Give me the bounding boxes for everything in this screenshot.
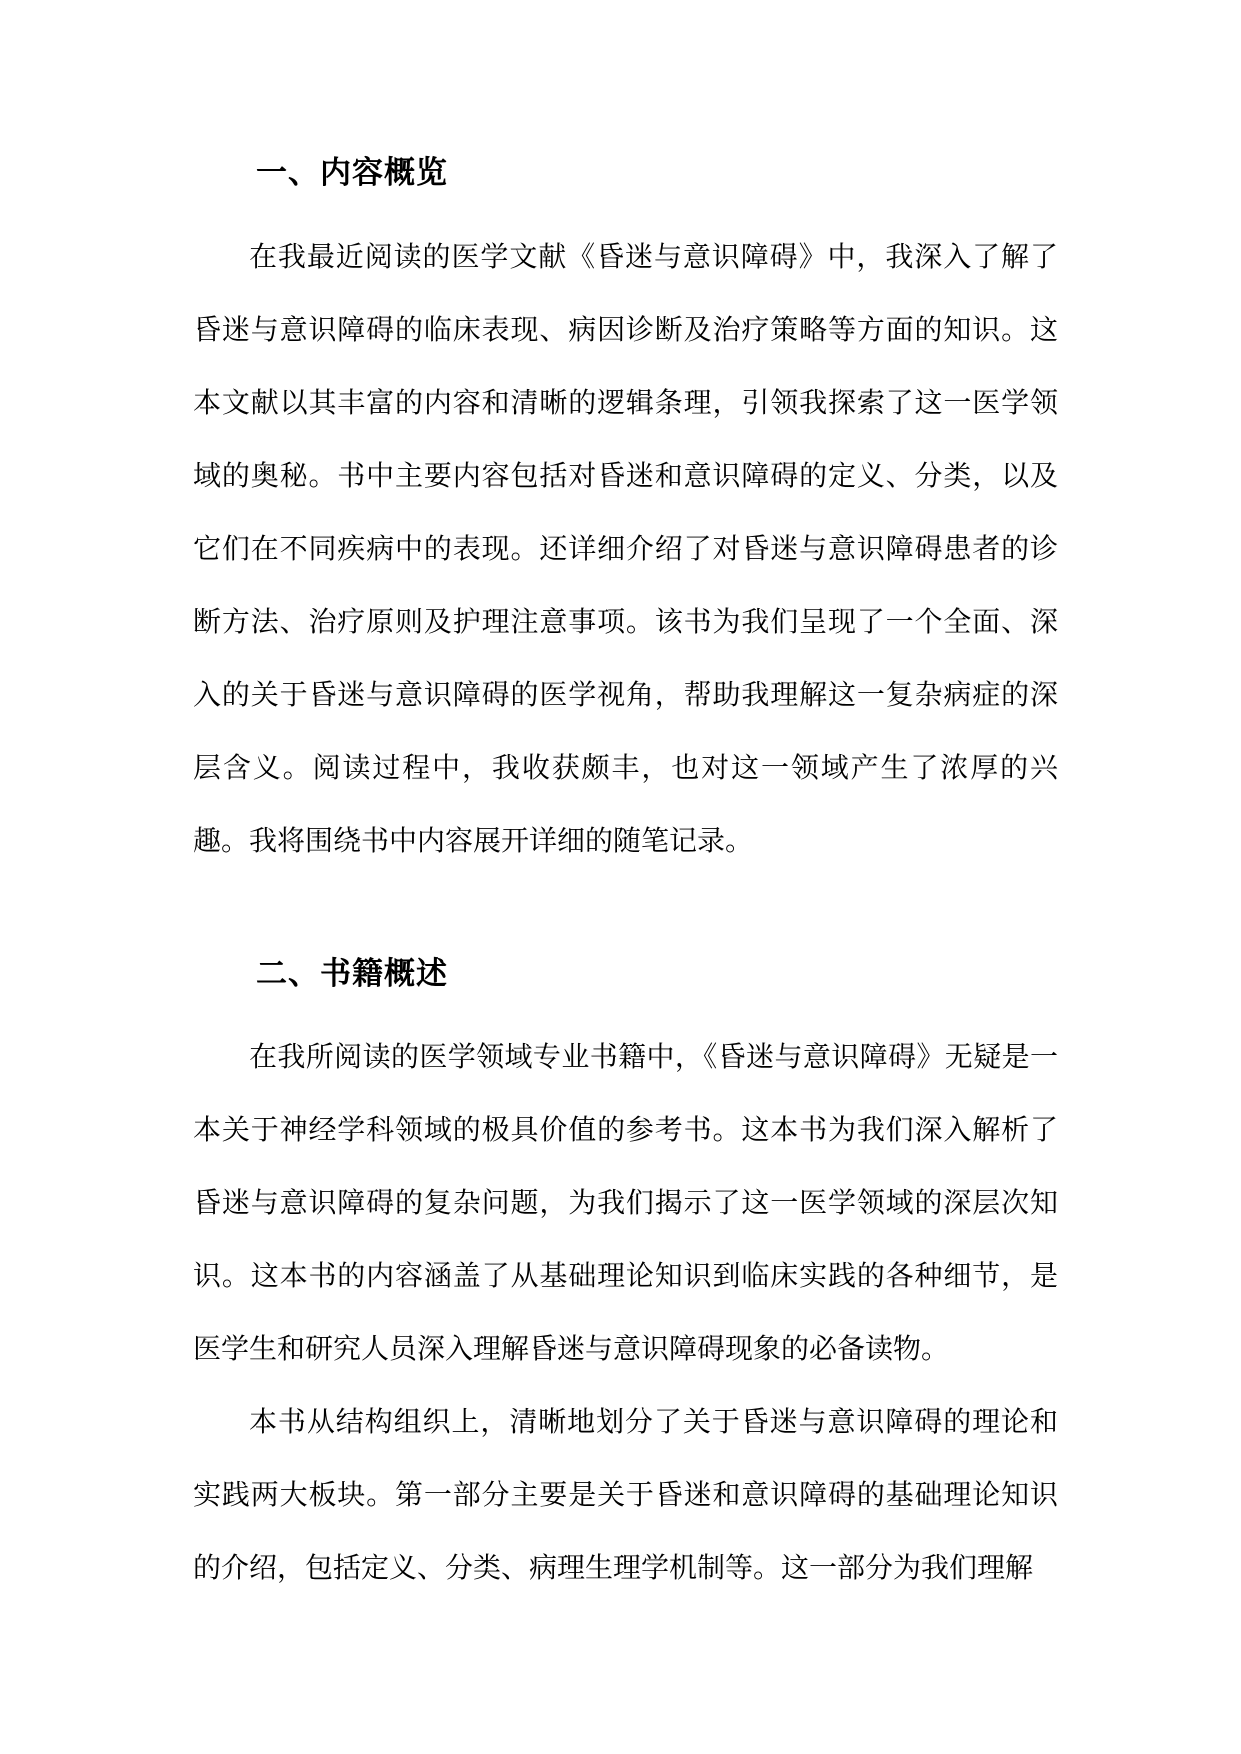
paragraph-content-overview: 在我最近阅读的医学文献《昏迷与意识障碍》中，我深入了解了昏迷与意识障碍的临床表现、病因诊断及治疗策略等方面的知识。这本文献以其丰富的内容和清晰的逻辑条理，引领我探索了这一医学领域的奥秘。书中主要内容包括对昏迷和意识障碍的定义、分类，以及它们在不同疾病中的表现。还详细介绍了对昏迷与意识障碍患者的诊断方法、治疗原则及护理注意事项。该书为我们呈现了一个全面、深入的关于昏迷与意识障碍的医学视角，帮助我理解这一复杂病症的深层含义。阅读过程中，我收获颇丰，也对这一领域产生了浓厚的兴趣。我将围绕书中内容展开详细的随笔记录。 [193, 240, 1058, 857]
section-heading-book-summary: 二、书籍概述 [256, 956, 448, 992]
section-heading-content-overview: 一、内容概览 [256, 155, 448, 191]
paragraph-book-summary-2: 本书从结构组织上，清晰地划分了关于昏迷与意识障碍的理论和实践两大板块。第一部分主要是关于昏迷和意识障碍的基础理论知识的介绍，包括定义、分类、病理生理学机制等。这一部分为我们理解 [193, 1405, 1058, 1584]
paragraph-book-summary-1: 在我所阅读的医学领域专业书籍中，《昏迷与意识障碍》无疑是一本关于神经学科领域的极具价值的参考书。这本书为我们深入解析了昏迷与意识障碍的复杂问题，为我们揭示了这一医学领域的深层次知识。这本书的内容涵盖了从基础理论知识到临床实践的各种细节，是医学生和研究人员深入理解昏迷与意识障碍现象的必备读物。 [193, 1040, 1058, 1365]
